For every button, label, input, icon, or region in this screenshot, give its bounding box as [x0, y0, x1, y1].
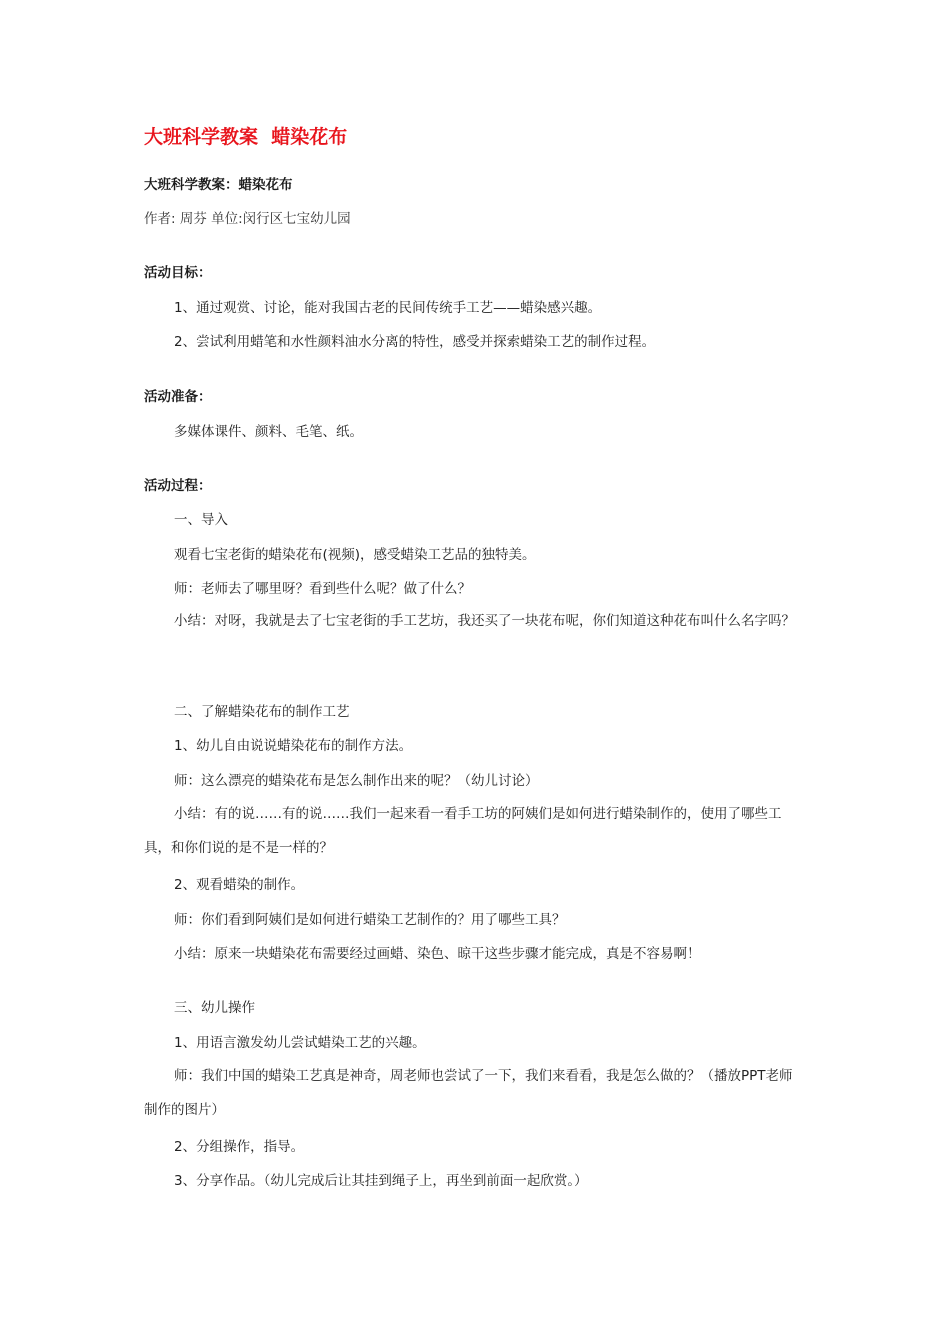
paragraph: 小结：有的说……有的说……我们一起来看一看手工坊的阿姨们是如何进行蜡染制作的，使用了哪些工具，和你们说的是不是一样的？: [144, 806, 782, 856]
paragraph: 1、用语言激发幼儿尝试蜡染工艺的兴趣。: [174, 1035, 426, 1051]
process-heading: 活动过程：: [144, 478, 212, 494]
paragraph: 师：老师去了哪里呀？看到些什么呢？做了什么？: [174, 581, 471, 597]
goal-item: 2、尝试利用蜡笔和水性颜料油水分离的特性，感受并探索蜡染工艺的制作过程。: [174, 334, 656, 350]
goals-heading: 活动目标：: [144, 265, 212, 281]
paragraph: 2、分组操作，指导。: [174, 1139, 305, 1155]
paragraph: 小结：原来一块蜡染花布需要经过画蜡、染色、晾干这些步骤才能完成，真是不容易啊！: [174, 946, 701, 962]
paragraph: 师：这么漂亮的蜡染花布是怎么制作出来的呢？（幼儿讨论）: [174, 773, 539, 789]
goal-item: 1、通过观赏、讨论，能对我国古老的民间传统手工艺——蜡染感兴趣。: [174, 300, 602, 316]
paragraph: 2、观看蜡染的制作。: [174, 877, 305, 893]
paragraph: 师：我们中国的蜡染工艺真是神奇，周老师也尝试了一下，我们来看看，我是怎么做的？（播放PPT老师制作的图片）: [144, 1068, 793, 1118]
prep-item: 多媒体课件、颜料、毛笔、纸。: [174, 424, 363, 440]
prep-heading: 活动准备：: [144, 389, 212, 405]
author-line: 作者: 周芬 单位:闵行区七宝幼儿园: [144, 211, 351, 227]
paragraph: 师：你们看到阿姨们是如何进行蜡染工艺制作的？用了哪些工具？: [174, 912, 566, 928]
section-title: 二、了解蜡染花布的制作工艺: [174, 704, 350, 720]
section-title: 三、幼儿操作: [174, 1000, 255, 1016]
paragraph: 1、幼儿自由说说蜡染花布的制作方法。: [174, 738, 413, 754]
document-title: 大班科学教案 蜡染花布: [144, 126, 348, 148]
document-subtitle: 大班科学教案：蜡染花布: [144, 177, 293, 193]
paragraph: 小结：对呀，我就是去了七宝老街的手工艺坊，我还买了一块花布呢，你们知道这种花布叫什么名字吗？: [174, 613, 795, 629]
paragraph: 3、分享作品。（幼儿完成后让其挂到绳子上，再坐到前面一起欣赏。）: [174, 1173, 588, 1189]
section-title: 一、导入: [174, 512, 228, 528]
paragraph: 观看七宝老街的蜡染花布(视频)，感受蜡染工艺品的独特美。: [174, 547, 536, 563]
